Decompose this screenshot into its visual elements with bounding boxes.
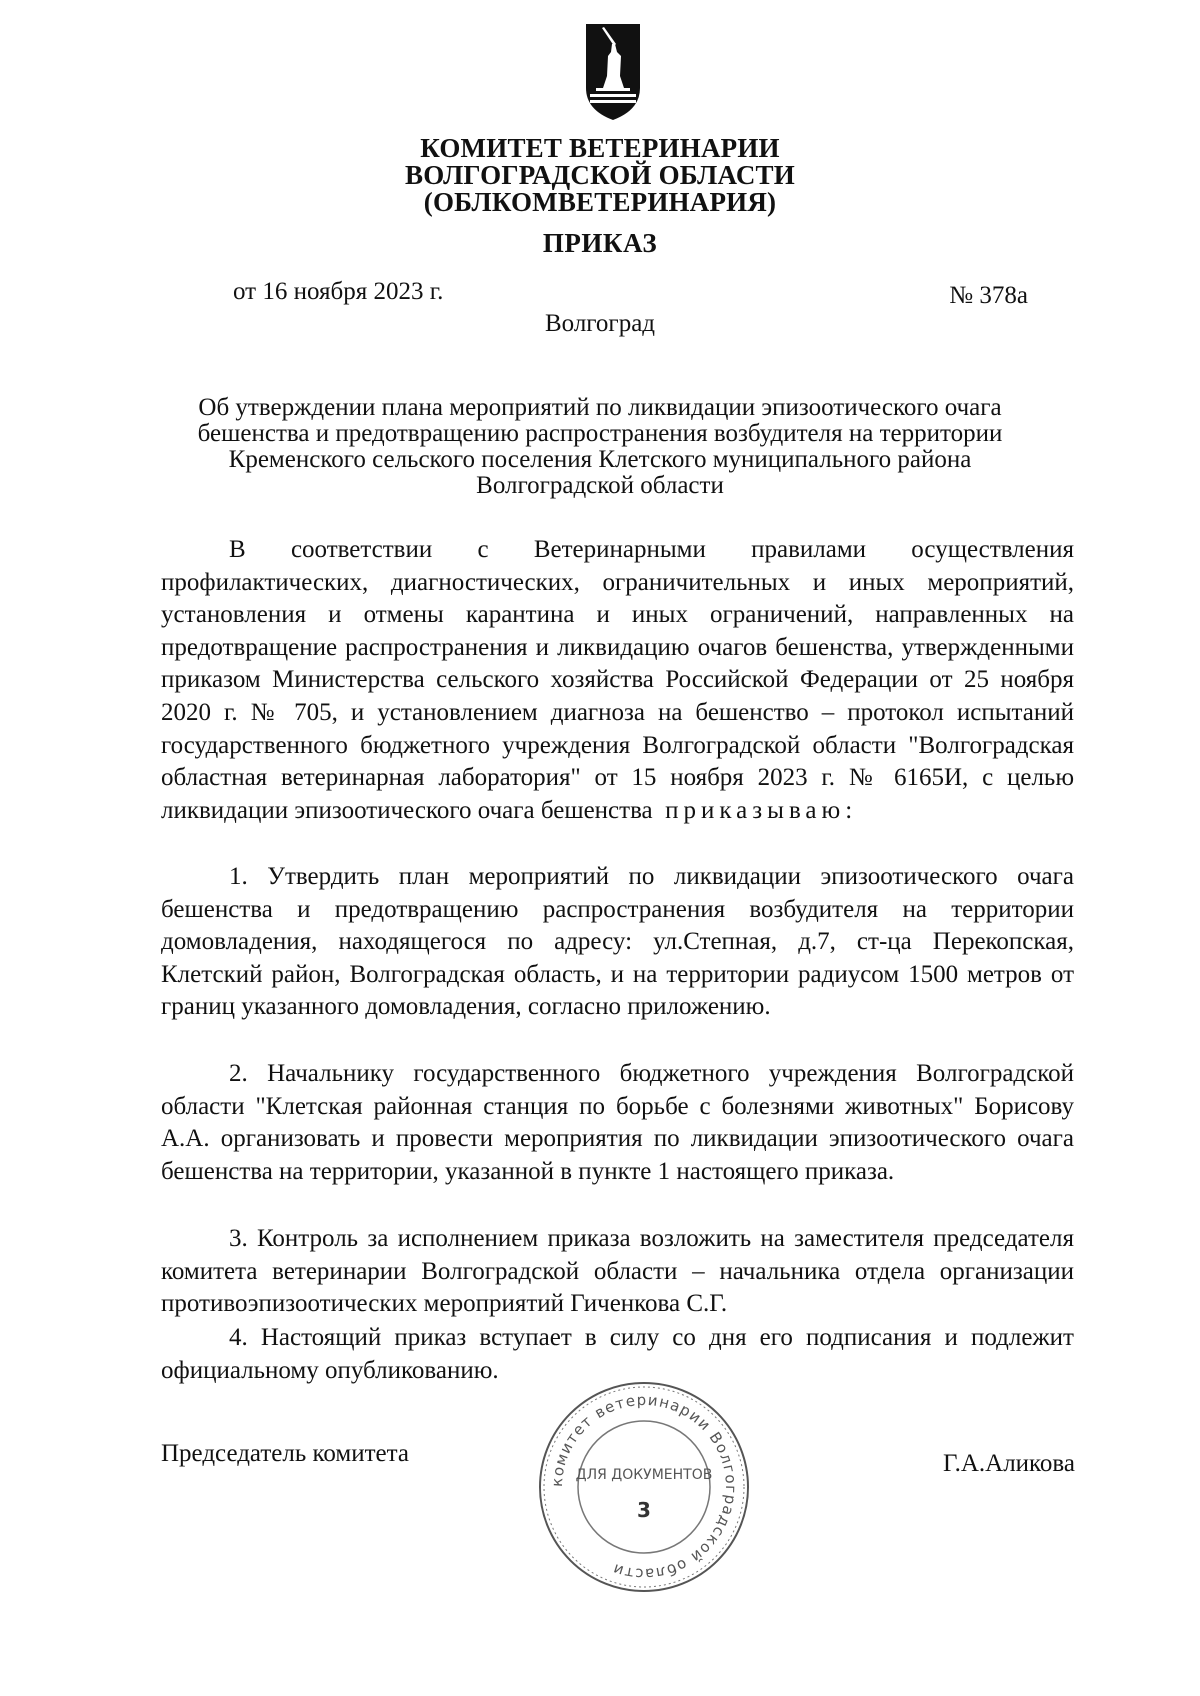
- stamp-center-text: ДЛЯ ДОКУМЕНТОВ: [575, 1467, 713, 1483]
- order-item-4-text: 4. Настоящий приказ вступает в силу со дня его подписания и подлежит официальному опубликованию.: [161, 1324, 1074, 1384]
- order-item-2: [161, 1058, 1074, 1188]
- signatory-name: Г.А.Аликова: [942, 1450, 1075, 1477]
- official-stamp-icon: [534, 1377, 754, 1597]
- committee-abbreviation: (ОБЛКОМВЕТЕРИНАРИЯ): [423, 187, 777, 217]
- order-command: приказываю:: [665, 796, 858, 824]
- stamp-number: 3: [637, 1498, 651, 1522]
- order-item-2-text: 2. Начальнику государственного бюджетного учреждения Волгоградской области "Клетская районная станция по борьбе с болезнями животных" Борисову А.А. организовать и провести мероприятия по ликвидации эпизоотического очага бешенства на территории, указанной в пункте 1 настоящего приказа.: [161, 1060, 1074, 1185]
- subject-line: Волгоградской области: [476, 472, 724, 499]
- volgograd-emblem-icon: [584, 22, 642, 122]
- subject-line: Кременского сельского поселения Клетского муниципального района: [228, 446, 972, 473]
- order-subject: [150, 395, 1050, 499]
- order-item-1-text: 1. Утвердить план мероприятий по ликвидации эпизоотического очага бешенства и предотвращению распространения возбудителя на территории домовладения, находящегося по адресу: ул.Степная, д.7, ст-ца Перекопская, Клетский район, Волгоградская область, и на территории радиусом 1500 метров от границ указанного домовладения, согласно приложению.: [161, 863, 1074, 1021]
- document-type-title: ПРИКАЗ: [542, 228, 658, 258]
- order-city: Волгоград: [544, 310, 656, 337]
- svg-text:комитет ветеринарии Волгоградс: [548, 1391, 740, 1583]
- preamble-paragraph: [161, 534, 1074, 827]
- subject-line: Об утверждении плана мероприятий по ликвидации эпизоотического очага: [198, 394, 1002, 421]
- order-item-3: [161, 1223, 1074, 1321]
- signatory-position: Председатель комитета: [161, 1440, 409, 1467]
- stamp-ring-text: комитет ветеринарии Волгоградской области: [547, 1390, 741, 1584]
- order-date: от 16 ноября 2023 г.: [233, 278, 444, 305]
- committee-name-line2: ВОЛГОГРАДСКОЙ ОБЛАСТИ: [405, 160, 795, 190]
- order-item-1: [161, 861, 1074, 1024]
- preamble-text: В соответствии с Ветеринарными правилами осуществления профилактических, диагностических, ограничительных и иных мероприятий, установления и отмены карантина и иных ограничений, направленных на предотвращение распространения и ликвидацию очагов бешенства, утвержденными приказом Министерства сельского хозяйства Российской Федерации от 25 ноября 2020 г. № 705, и установлением диагноза на бешенство – протокол испытаний государственного бюджетного учреждения Волгоградской области "Волгоградская областная ветеринарная лаборатория" от 15 ноября 2023 г. № 6165И, с целью ликвидации эпизоотического очага бешенства: [161, 536, 1074, 824]
- order-item-3-text: 3. Контроль за исполнением приказа возложить на заместителя председателя комитета ветеринарии Волгоградской области – начальника отдела организации противоэпизоотических мероприятий Гиченкова С.Г.: [161, 1225, 1074, 1318]
- committee-name-line1: КОМИТЕТ ВЕТЕРИНАРИИ: [420, 133, 780, 163]
- order-number: № 378а: [949, 282, 1028, 309]
- subject-line: бешенства и предотвращению распространения возбудителя на территории: [197, 420, 1003, 447]
